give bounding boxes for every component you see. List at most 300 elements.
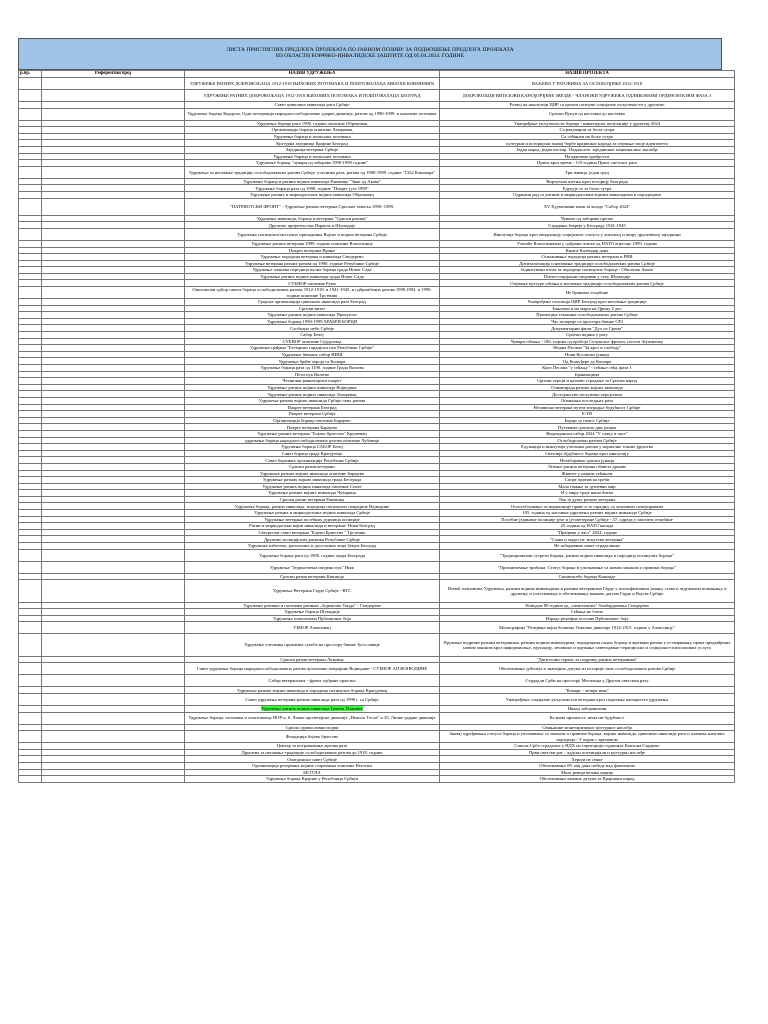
project-name-cell <box>440 609 735 616</box>
association-name: Удружење ратних војних инвалида и породица погинулих бораца Крагујевац <box>236 687 388 693</box>
project-name: Обележавање важних датума за Крајишки народ <box>539 776 635 782</box>
row-number-cell <box>19 762 42 769</box>
association-name-cell <box>185 191 440 198</box>
association-name-cell <box>185 496 440 503</box>
project-name: Незаборавно српски јунаци <box>560 457 614 463</box>
association-name-cell <box>185 503 440 510</box>
association-name-cell <box>185 240 440 247</box>
row-number-cell <box>19 384 42 391</box>
reference-cell <box>42 378 185 385</box>
table-row <box>19 523 735 530</box>
association-name: СУБНОР општине Сурдулица <box>282 338 342 344</box>
association-name-cell <box>185 712 440 724</box>
table-row <box>19 529 735 536</box>
table-row <box>19 153 735 160</box>
table-row <box>19 602 735 609</box>
association-name: Удружење ветерана посебних јединица полиције <box>264 516 360 522</box>
association-name: Удружење Ветерана Гарде Србије - ВГС <box>272 588 352 594</box>
project-name: Унапређење положаја ЦИР Београд кроз неговање традиције <box>527 299 647 305</box>
table-row <box>19 133 735 140</box>
association-name: Друштво пријатељства Израела и Шумадије <box>268 222 356 228</box>
project-name: Лечење ратних ветерана обавеза државе <box>547 464 627 470</box>
reference-cell <box>42 483 185 490</box>
project-name: Унапређење укључености бораца - инвалидске популације у друштву 2024 <box>513 120 661 126</box>
reference-cell <box>42 470 185 477</box>
table-row <box>19 724 735 731</box>
association-name-cell <box>185 769 440 776</box>
row-number-cell <box>19 510 42 517</box>
association-name-cell <box>185 371 440 378</box>
row-number-cell <box>19 280 42 287</box>
project-name: Независно ветерана путем изградње будућност Србије <box>533 404 641 410</box>
table-row <box>19 198 735 215</box>
row-number-cell <box>19 463 42 470</box>
table-row <box>19 536 735 543</box>
reference-cell <box>42 516 185 523</box>
project-name-cell <box>440 108 735 120</box>
association-name-cell <box>185 378 440 385</box>
table-row <box>19 743 735 750</box>
project-name-cell <box>440 529 735 536</box>
association-name-cell <box>185 198 440 215</box>
project-name-cell <box>440 378 735 385</box>
row-number-cell <box>19 411 42 418</box>
association-name-cell <box>185 675 440 687</box>
project-name-cell <box>440 332 735 339</box>
row-number-cell <box>19 615 42 622</box>
table-row <box>19 731 735 743</box>
table-row <box>19 663 735 675</box>
table-row <box>19 178 735 185</box>
project-name: Са рачунаром за боље сутра <box>559 127 615 133</box>
project-name: Оспособљавање за нормалније праве и за сарадњу са локалним самоуправама <box>510 503 664 509</box>
reference-cell <box>42 90 185 102</box>
project-name-cell <box>440 776 735 783</box>
association-name-cell <box>185 424 440 431</box>
project-name-cell <box>440 299 735 306</box>
project-name: И у миру траје наша битка <box>560 490 614 496</box>
association-name: Организација бораца општине Барајево <box>273 417 351 423</box>
project-name-cell <box>440 516 735 523</box>
project-name: "Слава и мадости- искуство ветерана" <box>549 536 625 542</box>
reference-cell <box>42 127 185 134</box>
reference-cell <box>42 338 185 345</box>
association-name-cell <box>185 693 440 705</box>
row-number-cell <box>19 240 42 247</box>
project-name: 25 година од НАТО напада <box>560 523 614 529</box>
association-name: Удружење бораца Кордуна, Одис ветерација народноослободилачке ударне дивизије, ратова од 1990-1999. и њихових потомака <box>187 111 437 117</box>
association-name: Српско православни подви <box>285 724 339 730</box>
reference-cell <box>42 371 185 378</box>
association-name-cell <box>185 299 440 306</box>
table-row <box>19 470 735 477</box>
association-name: Удружење бораца рата од 1190. године Града Ваљева <box>260 365 364 371</box>
row-number-cell <box>19 391 42 398</box>
reference-cell <box>42 543 185 550</box>
project-name: Посебне јединице полиције јуче и јутоветеране Србије - 37. одреда у заштити отаџбине <box>501 516 673 522</box>
table-row <box>19 280 735 287</box>
row-number-cell <box>19 215 42 222</box>
project-name: Значај одређивања статуса бораца и упознавање са законом о правима бораца, војних инвалида, цивилних инвалида рата и чланова њихових породица - У корак с временом <box>449 731 725 742</box>
row-number-cell <box>19 305 42 312</box>
project-name-cell <box>440 602 735 609</box>
reference-cell <box>42 430 185 437</box>
row-number-cell <box>19 470 42 477</box>
association-name-cell <box>185 483 440 490</box>
association-name: Сабор Бечеј <box>300 332 324 338</box>
association-name: Удружење ратних војних инвалида града Новог Сада <box>260 274 364 280</box>
row-number-cell <box>19 417 42 424</box>
project-name-cell <box>440 90 735 102</box>
association-name: Удружење ратних и мирнодопских војних инвалида Србије <box>254 510 370 516</box>
project-name-cell <box>440 756 735 763</box>
association-name: Свесрпски савез ветерана "Бојево Братство " Трстеник <box>258 530 366 536</box>
project-name-cell <box>440 222 735 229</box>
table-row <box>19 503 735 510</box>
row-number-cell <box>19 78 42 90</box>
project-name: Јединствени излаз за породице погинулих бораца - Обилазак Анале <box>520 267 654 273</box>
row-number-cell <box>19 160 42 167</box>
project-name-cell <box>440 160 735 167</box>
table-row <box>19 573 735 580</box>
project-name-cell <box>440 622 735 634</box>
table-row <box>19 338 735 345</box>
project-name-cell <box>440 287 735 299</box>
association-name: Четнички равногорски покрет <box>282 378 342 384</box>
table-row <box>19 267 735 274</box>
association-name-cell <box>185 687 440 694</box>
row-number-cell <box>19 247 42 254</box>
project-name-cell <box>440 146 735 153</box>
reference-cell <box>42 496 185 503</box>
project-name: Развој на инклузији ЦИР са циљем потпуне социјалне укључености у друштво <box>509 102 665 108</box>
project-name: Унапређење социјалне укључености ветерана кроз подизање капацитета удружења <box>505 696 669 702</box>
project-name-cell <box>440 312 735 319</box>
reference-cell <box>42 260 185 267</box>
reference-cell <box>42 769 185 776</box>
project-name: Учешће Власотинчана у одбрани земље од НАТО агресије 1999. године <box>516 241 658 247</box>
row-number-cell <box>19 351 42 358</box>
row-number-cell <box>19 133 42 140</box>
association-name-cell <box>185 108 440 120</box>
association-name: Српски витез <box>298 305 326 311</box>
project-name-cell <box>440 247 735 254</box>
project-name: Кроз Песама "у сећању" - сећање сећа, фаза 1 <box>542 365 632 371</box>
table-row <box>19 287 735 299</box>
table-row <box>19 437 735 444</box>
project-name: XV Едукативни камп за младе "Сабор 2024" <box>543 204 631 210</box>
association-name-cell <box>185 365 440 372</box>
reference-cell <box>42 160 185 167</box>
project-name-cell <box>440 463 735 470</box>
project-name: Светлија будућност бораца кроз инклузију <box>545 450 629 456</box>
reference-cell <box>42 273 185 280</box>
table-row <box>19 351 735 358</box>
project-name-cell <box>440 731 735 743</box>
association-name-cell <box>185 622 440 634</box>
association-name-cell <box>185 457 440 464</box>
project-name-cell <box>440 510 735 517</box>
association-name-cell <box>185 332 440 339</box>
row-number-cell <box>19 338 42 345</box>
project-name-cell <box>440 365 735 372</box>
row-number-cell <box>19 503 42 510</box>
project-name-cell <box>440 397 735 404</box>
project-name: Инклузија бораца кроз евиденцију социјалног статуса у локалној и ширу друштвеној заједници <box>493 231 681 237</box>
row-number-cell <box>19 185 42 192</box>
table-row <box>19 516 735 523</box>
project-name-cell <box>440 543 735 550</box>
project-name-cell <box>440 430 735 437</box>
project-name: Лек за душу ратних ветерана <box>558 497 616 503</box>
project-name: Хероји из сенке <box>571 756 603 762</box>
project-name: Свињашне монетаризшког културног наслеђа <box>542 724 632 730</box>
table-row <box>19 457 735 464</box>
project-name-cell <box>440 503 735 510</box>
project-name: Час историје са простора бивше СРЈ <box>551 319 623 325</box>
row-number-cell <box>19 622 42 634</box>
row-number-cell <box>19 609 42 616</box>
association-name: Српски ратни ветерани Кикинда <box>280 573 344 579</box>
table-row <box>19 749 735 756</box>
row-number-cell <box>19 437 42 444</box>
project-name: Помоћ члановима Удружења, ратним војним инвалидима и ратним ветеранима Гарде у психофизичком јачању става и задуженом помињању и дружењу и учествовању и обележавању важних датума Гарде и Војске Србије <box>447 585 727 596</box>
row-number-cell <box>19 543 42 550</box>
association-name-cell <box>185 731 440 743</box>
project-name: Виртуелна шетња кроз историју Београда <box>546 178 628 184</box>
project-name: Е-ТВ <box>581 411 593 417</box>
row-number-cell <box>19 198 42 215</box>
association-name: Ратни и мирнодопски војни инвалиди и ветерани- Нови Београд <box>249 523 375 529</box>
table-row <box>19 417 735 424</box>
row-number-cell <box>19 444 42 451</box>
table-row <box>19 622 735 634</box>
project-name-cell <box>440 273 735 280</box>
row-number-cell <box>19 345 42 352</box>
project-name: На крилима храбрости <box>564 153 610 159</box>
project-name-cell <box>440 404 735 411</box>
association-name: Удружење бораца рата 1990. године општине Обреновац <box>256 120 368 126</box>
association-name-cell <box>185 166 440 178</box>
project-name-cell <box>440 133 735 140</box>
table-row <box>19 693 735 705</box>
association-name: Савез удружења бораца народноослободилачких ратова аутономне покрајине Војводине - СУБНОР АП ВОЈВОДИНЕ <box>196 666 428 672</box>
project-name-cell <box>440 166 735 178</box>
project-name: Дигитализација и неговање традиције ослободилачких ратова Србије <box>519 260 655 266</box>
project-name: Страдање Јевреја у Београду 1941-1945 <box>548 222 626 228</box>
row-number-cell <box>19 561 42 573</box>
table-row <box>19 424 735 431</box>
reference-cell <box>42 712 185 724</box>
project-name-cell <box>440 325 735 332</box>
reference-cell <box>42 120 185 127</box>
project-name-cell <box>440 477 735 484</box>
project-name: Мало пажње за душевни мир <box>558 483 616 489</box>
association-name-cell <box>185 510 440 517</box>
project-name: "Комарс - четврт века" <box>564 687 610 693</box>
reference-cell <box>42 166 185 178</box>
project-name: Споменсебо бораца Кикинде <box>558 573 616 579</box>
table-row <box>19 215 735 222</box>
project-name-cell <box>440 762 735 769</box>
project-name: Са сећањем на боље сутра <box>561 133 613 139</box>
project-name: "Организовање трибина: Статус бораца и упознавање са новим законом о правима бораца" <box>497 564 677 570</box>
project-name-cell <box>440 254 735 261</box>
association-name-cell <box>185 602 440 609</box>
table-row <box>19 450 735 457</box>
table-row <box>19 305 735 312</box>
project-name-cell <box>440 724 735 731</box>
project-name-cell <box>440 267 735 274</box>
row-number-cell <box>19 267 42 274</box>
association-name: Удружење грађана "Бесмртни гардијски пук Републике Србије" <box>249 345 375 351</box>
association-name-cell <box>185 90 440 102</box>
column-header-association: НАЗИВ УДРУЖЕЊА <box>185 71 440 78</box>
association-name-cell <box>185 543 440 550</box>
reference-cell <box>42 411 185 418</box>
project-name: Мала ревија велика нација <box>560 769 614 775</box>
row-number-cell <box>19 776 42 783</box>
project-name-cell <box>440 490 735 497</box>
project-name: Књига-Календар дана <box>565 247 609 253</box>
association-name: Удружење избеглих, расељених и досељених лица Земун Београд <box>247 543 377 549</box>
row-number-cell <box>19 260 42 267</box>
project-name: Од Кошуђере до Кошара <box>562 358 612 364</box>
table-row <box>19 490 735 497</box>
project-name-cell <box>440 78 735 90</box>
column-header-project: НАЗИВ ПРОЈЕКТА <box>440 71 735 78</box>
association-name: Градска организација цивилних инвалида рата Београд <box>258 299 366 305</box>
association-name: Удружење ратних војних инвалида општине Барајево <box>259 470 365 476</box>
table-header-row <box>19 71 735 78</box>
row-number-cell <box>19 365 42 372</box>
row-number-cell <box>19 549 42 561</box>
table-row <box>19 561 735 573</box>
association-name-cell <box>185 656 440 663</box>
row-number-cell <box>19 756 42 763</box>
project-name: Један народ, један пастир. Поднаслов: заједничког националног наслеђа <box>516 147 658 153</box>
association-name: Удружење "Јединствени сведени пук" Ниш <box>269 564 355 570</box>
association-name: Удружење ратних војних инвалида општине Сенте <box>262 483 362 489</box>
row-number-cell <box>19 450 42 457</box>
association-name: УДРУЖЕЊЕ РАТНИХ ДОБРОВОЉАЦА 1912-1918 ЊИХОВИХ ПОТОМАКА И ПОШТОВАЛАЦА БЕОГРАД <box>203 92 421 98</box>
reference-cell <box>42 318 185 325</box>
row-number-cell <box>19 457 42 464</box>
row-number-cell <box>19 712 42 724</box>
project-name-cell <box>440 411 735 418</box>
table-row <box>19 510 735 517</box>
association-name: Пети пук Ваљево <box>294 371 330 377</box>
reference-cell <box>42 191 185 198</box>
association-name-cell <box>185 404 440 411</box>
project-name-cell <box>440 536 735 543</box>
table-row <box>19 705 735 712</box>
reference-cell <box>42 146 185 153</box>
project-name-cell <box>440 198 735 215</box>
project-name-cell <box>440 391 735 398</box>
project-name: Сећања не блеле <box>570 609 604 615</box>
association-name: Слободно небо Србије <box>289 325 335 331</box>
row-number-cell <box>19 687 42 694</box>
projects-table <box>18 70 735 783</box>
association-name: "ПАТРИОТСКИ ФРОНТ" - Удружење ратних ветерана Српских земаља 1990.-1999. <box>229 204 395 210</box>
reference-cell <box>42 280 185 287</box>
row-number-cell <box>19 299 42 306</box>
project-name-cell <box>440 338 735 345</box>
project-name: Обележавање 09. мај дана победе над фашизмом <box>539 763 635 769</box>
association-name-cell <box>185 609 440 616</box>
association-name: Савез бораца града Крагујевца <box>281 450 343 456</box>
row-number-cell <box>19 140 42 147</box>
row-number-cell <box>19 153 42 160</box>
association-name-cell <box>185 397 440 404</box>
association-name-cell <box>185 470 440 477</box>
table-row <box>19 299 735 306</box>
reference-cell <box>42 254 185 261</box>
project-name-cell <box>440 573 735 580</box>
project-name: Олимпијада ратних војних инвалида <box>551 384 623 390</box>
row-number-cell <box>19 430 42 437</box>
project-name: Одржани рад са ратним и мирнодопским војним инвалидима и породицама <box>513 192 661 198</box>
table-row <box>19 345 735 352</box>
table-row <box>19 477 735 484</box>
reference-cell <box>42 731 185 743</box>
row-number-cell <box>19 705 42 712</box>
row-number-cell <box>19 178 42 185</box>
project-name: Пружање подршке ратним ветеранима, ратним војним инвалидима, породицама палих бораца и жртвама ратова у остваривању права предвиђених новим законом кроз информисање, едукацију, лечаваље и пружање саветодавно-терапијских и социјално-психолошких услуга <box>443 639 731 651</box>
reference-cell <box>42 140 185 147</box>
project-name: Едукација и инклузија учесника ратова у нормалне токове друштва <box>521 444 653 450</box>
reference-cell <box>42 397 185 404</box>
project-name: Ко нема прошлост, нема ни будућност <box>549 715 625 721</box>
association-name-cell <box>185 430 440 437</box>
project-name-cell <box>440 656 735 663</box>
association-name-cell <box>185 477 440 484</box>
association-name-cell <box>185 749 440 756</box>
association-name: Удружење бораца 1990-1999 ХРАБРИ БОРЦИ <box>266 319 358 325</box>
table-row <box>19 444 735 451</box>
column-header-reference: Референтни број <box>42 71 185 78</box>
table-row <box>19 483 735 490</box>
row-number-cell <box>19 146 42 153</box>
project-name-cell <box>440 663 735 675</box>
association-name: Организација резервних војних старешина општине Неготин <box>252 763 372 769</box>
association-name: Удружење ратних војних инвалида Србије свих ратова <box>258 398 366 404</box>
association-name-cell <box>185 358 440 365</box>
association-name-cell <box>185 705 440 712</box>
association-name: Удружење бораца, ратних инвалида, породица погинулих покрајине Војводине <box>234 503 390 509</box>
table-row <box>19 687 735 694</box>
row-number-cell <box>19 634 42 656</box>
association-name: Удружење ратних војних инвалида Војводине <box>267 384 357 390</box>
row-number-cell <box>19 254 42 261</box>
project-name-cell <box>440 140 735 147</box>
project-name-cell <box>440 185 735 192</box>
table-row <box>19 580 735 602</box>
project-name-cell <box>440 743 735 750</box>
association-name: Удружење бораца и поносних потомака <box>273 153 351 159</box>
row-number-cell <box>19 424 42 431</box>
project-name-cell <box>440 318 735 325</box>
association-name-cell <box>185 516 440 523</box>
reference-cell <box>42 510 185 517</box>
association-name-cell <box>185 615 440 622</box>
association-name: Удружење погинулих/несталих припадника Војске и војних ветерана Србије <box>237 231 387 237</box>
association-name: Удружење ратника и потомака ратника „Јединство Тонда" - Смедерево <box>243 602 381 608</box>
table-row <box>19 191 735 198</box>
project-name-cell <box>440 523 735 530</box>
project-name-cell <box>440 127 735 134</box>
